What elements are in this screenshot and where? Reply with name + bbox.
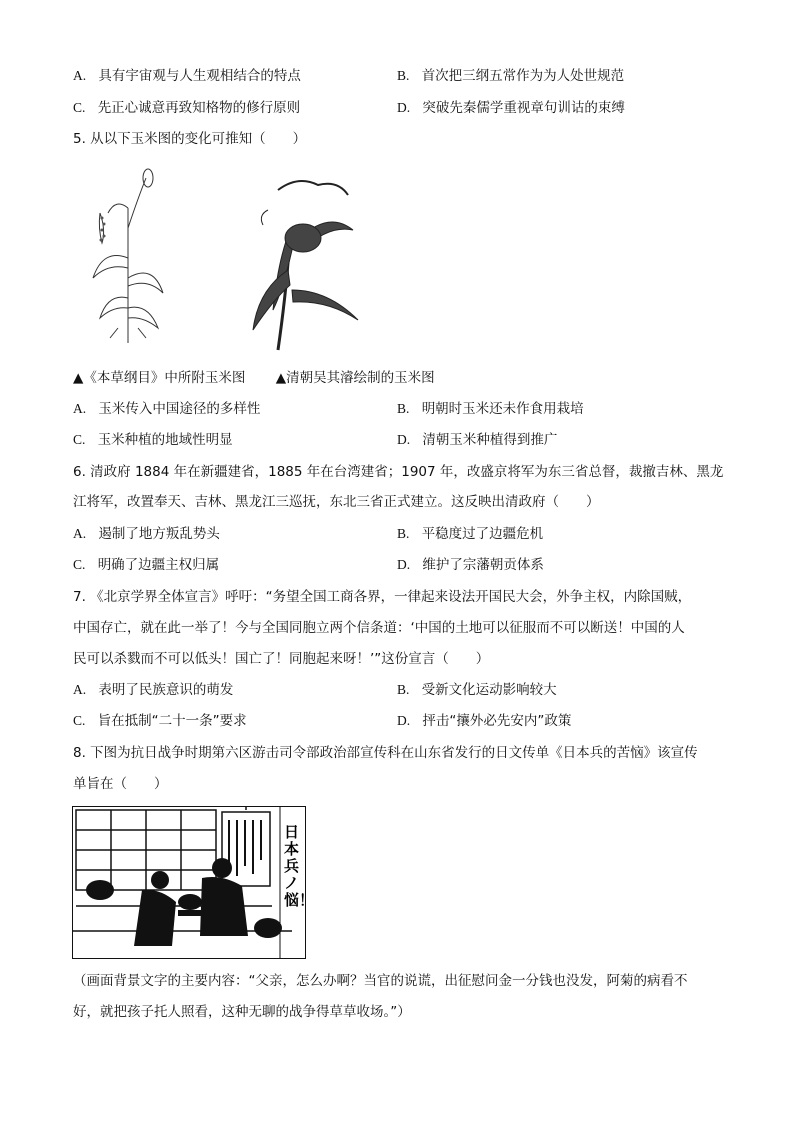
q6-option-d: D. 维护了宗藩朝贡体系: [397, 557, 544, 573]
q4-option-d: D. 突破先秦儒学重视章句训诂的束缚: [397, 100, 625, 116]
q7-stem-line2: 中国存亡，就在此一举了！今与全国同胞立两个信条道：‘中国的土地可以征服而不可以断送！中国的人: [73, 620, 685, 636]
q8-stem-line1: 8. 下图为抗日战争时期第六区游击司令部政治部宣传科在山东省发行的日文传单《日本兵的苦恼》该宣传: [73, 745, 698, 761]
leaflet-title: 日本兵ノ悩！: [284, 823, 315, 909]
q7-stem-line1: 7. 《北京学界全体宣言》呼吁：“务望全国工商各界，一律起来设法开国民大会，外争主权，内除国贼，: [73, 589, 692, 605]
leaflet-drawing: [72, 806, 315, 959]
q5-figure-captions: [73, 368, 435, 388]
q5-stem: 5. 从以下玉米图的变化可推知（ ）: [73, 131, 307, 147]
q5-option-d: D. 清朝玉米种植得到推广: [397, 432, 558, 448]
q7-stem-line3: 民可以杀戮而不可以低头！国亡了！同胞起来呀！’”这份宣言（ ）: [73, 651, 490, 667]
q4-option-c: C. 先正心诚意再致知格物的修行原则: [73, 100, 301, 116]
q4-option-b: B. 首次把三纲五常作为为人处世规范: [397, 68, 625, 84]
q7-option-b: B. 受新文化运动影响较大: [397, 682, 557, 698]
wuqijun-corn-illustration: [248, 170, 366, 354]
q6-stem-line2: 江将军，改置奉天、吉林、黑龙江三巡抚，东北三省正式建立。这反映出清政府（ ）: [73, 494, 600, 510]
q7-option-d: D. 抨击“攘外必先安内”政策: [397, 713, 572, 729]
q8-stem-line2: 单旨在（ ）: [73, 776, 168, 792]
q5-option-a: A. 玉米传入中国途径的多样性: [73, 401, 261, 417]
q7-option-c: C. 旨在抵制“二十一条”要求: [73, 713, 247, 729]
q8-note-line2: 好，就把孩子托人照看，这种无聊的战争得草草收场。”）: [73, 1004, 411, 1020]
caption-wuqijun: ▲清朝吴其濬绘制的玉米图: [275, 370, 435, 386]
q5-option-b: B. 明朝时玉米还未作食用栽培: [397, 401, 584, 417]
q6-option-a: A. 遏制了地方叛乱势头: [73, 526, 220, 542]
japanese-leaflet-illustration: [72, 806, 315, 959]
caption-bencao: ▲《本草纲目》中所附玉米图: [73, 370, 246, 386]
q6-option-c: C. 明确了边疆主权归属: [73, 557, 220, 573]
q6-option-b: B. 平稳度过了边疆危机: [397, 526, 544, 542]
q5-option-c: C. 玉米种植的地域性明显: [73, 432, 233, 448]
bencao-corn-illustration: [88, 168, 168, 344]
q6-stem-line1: 6. 清政府 1884 年在新疆建省，1885 年在台湾建省；1907 年，改盛京将军为东三省总督，裁撤吉林、黑龙: [73, 464, 724, 480]
q7-option-a: A. 表明了民族意识的萌发: [73, 682, 234, 698]
q8-note-line1: （画面背景文字的主要内容：“父亲，怎么办啊？当官的说谎，出征慰问金一分钱也没发，阿菊的病看不: [73, 973, 688, 989]
q4-option-a: A. 具有宇宙观与人生观相结合的特点: [73, 68, 301, 84]
